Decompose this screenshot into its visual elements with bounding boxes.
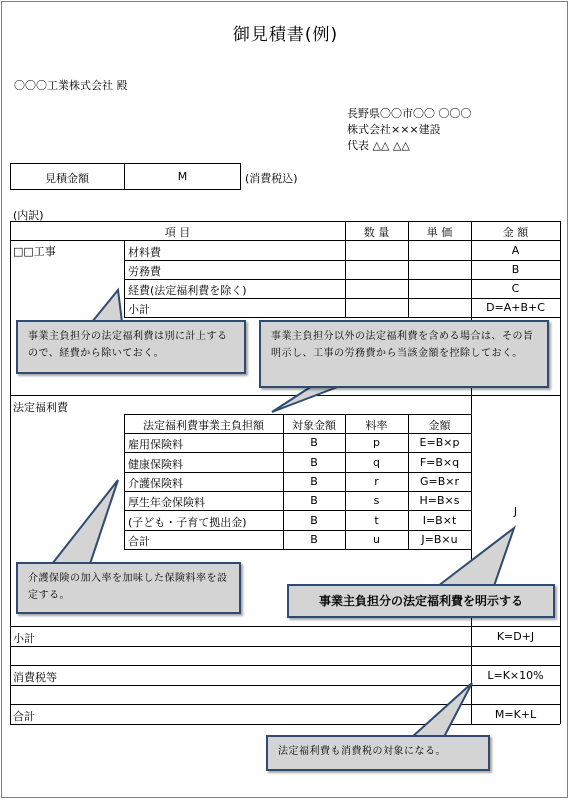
- welfare-row-amount: G=B×r: [419, 475, 460, 488]
- callout-excluded-expense: 事業主負担分の法定福利費は別に計上するので、経費から除いておく。: [16, 320, 246, 374]
- welfare-header-amount: 金額: [428, 419, 451, 432]
- welfare-row-amount: E=B×p: [419, 436, 460, 449]
- welfare-row-base: B: [310, 456, 318, 469]
- callout-specify-welfare: 事業主負担分の法定福利費を明示する: [287, 584, 555, 618]
- subtotal-amount: K=D+J: [496, 630, 535, 643]
- welfare-row-label: 介護保険料: [128, 477, 183, 490]
- welfare-header-item: 法定福利費事業主負担額: [143, 419, 264, 432]
- welfare-row-rate: q: [373, 456, 380, 469]
- welfare-row-base: B: [310, 475, 318, 488]
- welfare-row-amount: J=B×u: [421, 533, 458, 546]
- callout-labor-deduction: 事業主負担分以外の法定福利費を含める場合は、その旨明示し、工事の労務費から当該金額を控除しておく。: [259, 320, 549, 388]
- callout-pointer: [92, 290, 122, 322]
- document-title: 御見積書(例): [232, 25, 339, 45]
- tax-amount: L=K×10%: [487, 669, 544, 682]
- work-row-amount: D=A+B+C: [486, 301, 545, 314]
- welfare-row-base: B: [310, 436, 318, 449]
- welfare-row-label: 厚生年金保険料: [128, 496, 205, 509]
- welfare-row-base: B: [310, 494, 318, 507]
- work-row-amount: A: [511, 244, 520, 257]
- tax-included-note: (消費税込): [245, 172, 298, 185]
- callout-nursing-rate: 介護保険の加入率を加味した保険料率を設定する。: [16, 562, 241, 614]
- sender-address: 長野県〇〇市〇〇 〇〇〇: [347, 107, 472, 120]
- welfare-row-rate: t: [374, 514, 379, 527]
- work-row-label: 小計: [128, 303, 150, 316]
- work-row-amount: C: [511, 282, 520, 295]
- welfare-header-rate: 料率: [365, 419, 388, 432]
- welfare-row-amount: H=B×s: [419, 494, 460, 507]
- breakdown-label: (内訳): [13, 209, 44, 222]
- welfare-row-rate: p: [373, 436, 380, 449]
- welfare-row-rate: r: [374, 475, 379, 488]
- work-row-label: 労務費: [128, 265, 161, 278]
- estimate-amount-label: 見積金額: [45, 172, 89, 185]
- work-row-amount: B: [511, 263, 520, 276]
- work-name: □□工事: [13, 245, 56, 258]
- welfare-row-label: (子ども・子育て拠出金): [128, 516, 247, 529]
- header-amount: 金 額: [502, 226, 529, 239]
- callout-tax-applies: 法定福利費も消費税の対象になる。: [266, 735, 490, 771]
- welfare-row-amount: I=B×t: [422, 514, 457, 527]
- callout-pointer: [438, 528, 514, 586]
- sender-representative: 代表 △△ △△: [347, 139, 410, 152]
- sender-company: 株式会社×××建設: [347, 123, 441, 136]
- subtotal-label: 小計: [13, 632, 35, 645]
- tax-label: 消費税等: [13, 671, 57, 684]
- header-item: 項 目: [164, 226, 191, 239]
- header-unit-price: 単 価: [426, 226, 453, 239]
- header-quantity: 数 量: [363, 226, 390, 239]
- total-amount: M=K+L: [494, 708, 537, 721]
- work-row-label: 経費(法定福利費を除く): [128, 284, 247, 297]
- estimate-amount-value: M: [177, 170, 188, 183]
- callout-pointer: [412, 683, 472, 737]
- welfare-row-rate: s: [373, 494, 380, 507]
- callout-pointer: [52, 480, 118, 564]
- welfare-row-label: 雇用保険料: [128, 438, 183, 451]
- welfare-row-amount: F=B×q: [419, 456, 460, 469]
- welfare-row-base: B: [310, 514, 318, 527]
- welfare-header-base: 対象金額: [292, 419, 336, 432]
- work-row-label: 材料費: [128, 246, 161, 259]
- welfare-row-label: 健康保険料: [128, 458, 183, 471]
- recipient: 〇〇〇工業株式会社 殿: [14, 79, 128, 92]
- welfare-row-base: B: [310, 533, 318, 546]
- welfare-row-label: 合計: [128, 535, 150, 548]
- total-label: 合計: [13, 710, 35, 723]
- welfare-amount: J: [513, 505, 518, 518]
- callout-pointer: [272, 386, 340, 412]
- welfare-row-rate: u: [373, 533, 380, 546]
- welfare-title: 法定福利費: [13, 401, 68, 414]
